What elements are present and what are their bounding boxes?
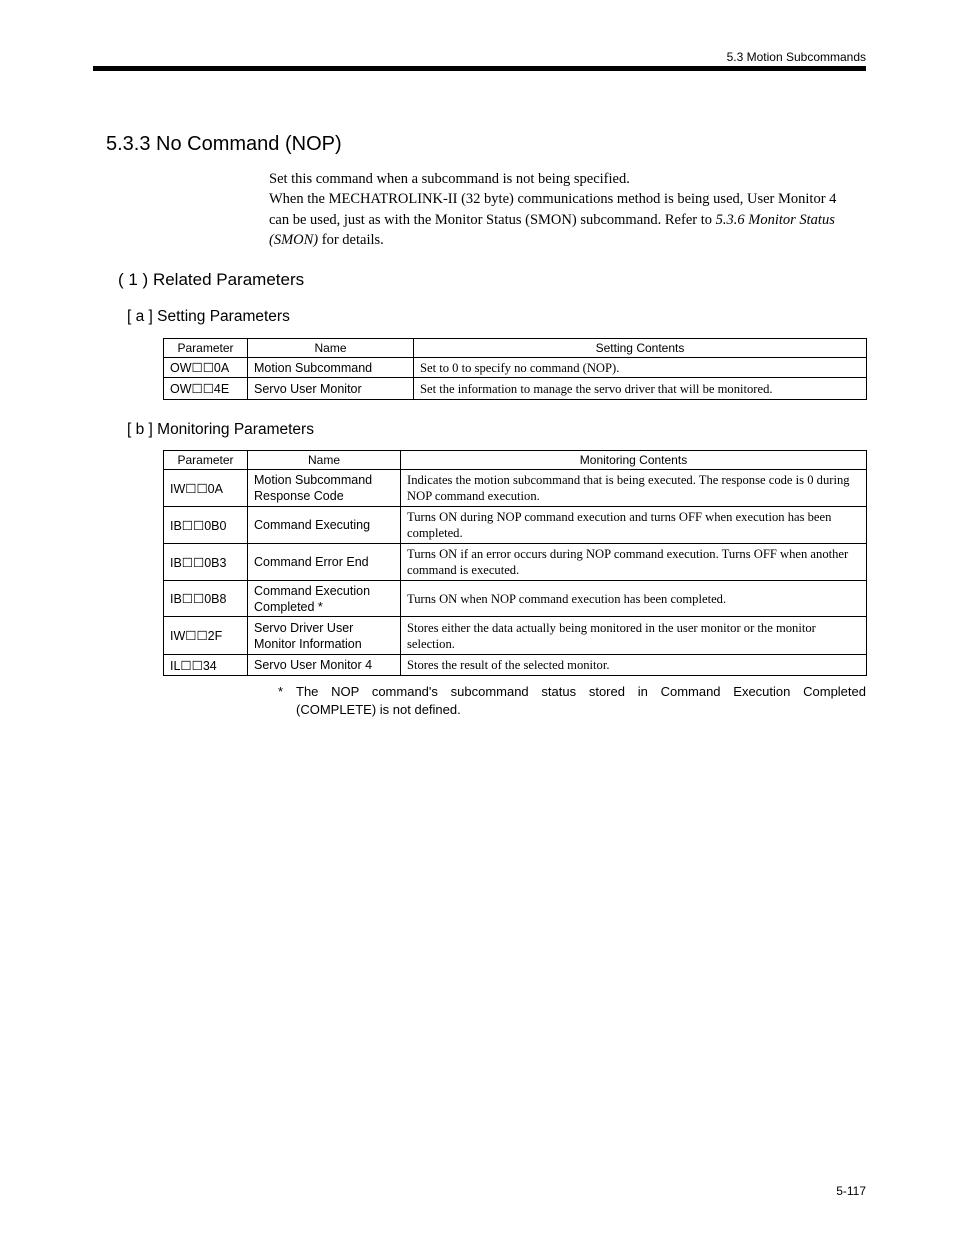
column-header: Setting Contents [414, 339, 867, 358]
footnote [278, 683, 866, 719]
footnote-mark: * [278, 684, 284, 699]
table-row [164, 617, 867, 655]
header-rule [93, 66, 866, 71]
contents-cell: Set the information to manage the servo driver that will be monitored. [414, 378, 867, 400]
name-cell: Command Executing [248, 507, 401, 544]
intro-line-2-start: When the MECHATROLINK-II (32 byte) communications method is being used, User Monitor 4 can be used, just as with the Monitor Status (SMON) subcommand. Refer to [269, 191, 837, 228]
name-cell: Servo User Monitor [248, 378, 414, 400]
parameter-cell: IL☐☐34 [164, 655, 248, 676]
contents-cell: Turns ON during NOP command execution and turns OFF when execution has been completed. [401, 507, 867, 544]
name-cell: Servo Driver User Monitor Information [248, 617, 401, 655]
column-header: Parameter [164, 451, 248, 470]
name-cell: Motion Subcommand [248, 358, 414, 378]
parameter-cell: OW☐☐4E [164, 378, 248, 400]
column-header: Monitoring Contents [401, 451, 867, 470]
monitoring-parameters-table [163, 450, 867, 676]
intro-line-2 [269, 189, 851, 250]
contents-cell: Stores the result of the selected monitor. [401, 655, 867, 676]
table-row [164, 581, 867, 617]
name-cell: Command Error End [248, 544, 401, 581]
footnote-text: The NOP command's subcommand status stored in Command Execution Completed (COMPLETE) is not defined. [296, 684, 866, 717]
parameter-cell: IB☐☐0B3 [164, 544, 248, 581]
contents-cell: Set to 0 to specify no command (NOP). [414, 358, 867, 378]
cross-reference-link[interactable]: 5.3.6 Monitor Status (SMON) [269, 211, 835, 248]
page-number: 5-117 [836, 1184, 866, 1198]
parameter-cell: IB☐☐0B8 [164, 581, 248, 617]
name-cell: Command Execution Completed * [248, 581, 401, 617]
monitoring-parameters-heading: [ b ] Monitoring Parameters [127, 421, 314, 438]
table-row [164, 507, 867, 544]
name-cell: Motion Subcommand Response Code [248, 470, 401, 507]
table-header-row [164, 451, 867, 470]
column-header: Name [248, 339, 414, 358]
table-row [164, 655, 867, 676]
table-row [164, 378, 867, 400]
table-row [164, 358, 867, 378]
name-cell: Servo User Monitor 4 [248, 655, 401, 676]
running-header: 5.3 Motion Subcommands [726, 50, 866, 64]
table-row [164, 544, 867, 581]
table-row [164, 470, 867, 507]
contents-cell: Turns ON if an error occurs during NOP command execution. Turns OFF when another command is executed. [401, 544, 867, 581]
section-title: 5.3.3 No Command (NOP) [106, 133, 342, 155]
column-header: Name [248, 451, 401, 470]
intro-line-1: Set this command when a subcommand is not being specified. [269, 171, 630, 187]
setting-parameters-heading: [ a ] Setting Parameters [127, 308, 290, 325]
column-header: Parameter [164, 339, 248, 358]
setting-parameters-table [163, 338, 867, 400]
parameter-cell: IW☐☐0A [164, 470, 248, 507]
parameter-cell: OW☐☐0A [164, 358, 248, 378]
contents-cell: Turns ON when NOP command execution has been completed. [401, 581, 867, 617]
contents-cell: Indicates the motion subcommand that is being executed. The response code is 0 during NOP command execution. [401, 470, 867, 507]
intro-line-2-end: for details. [318, 231, 384, 248]
table-header-row [164, 339, 867, 358]
intro-text [269, 169, 851, 250]
parameter-cell: IW☐☐2F [164, 617, 248, 655]
parameter-cell: IB☐☐0B0 [164, 507, 248, 544]
related-parameters-heading: ( 1 ) Related Parameters [118, 270, 305, 289]
contents-cell: Stores either the data actually being monitored in the user monitor or the monitor selection. [401, 617, 867, 655]
